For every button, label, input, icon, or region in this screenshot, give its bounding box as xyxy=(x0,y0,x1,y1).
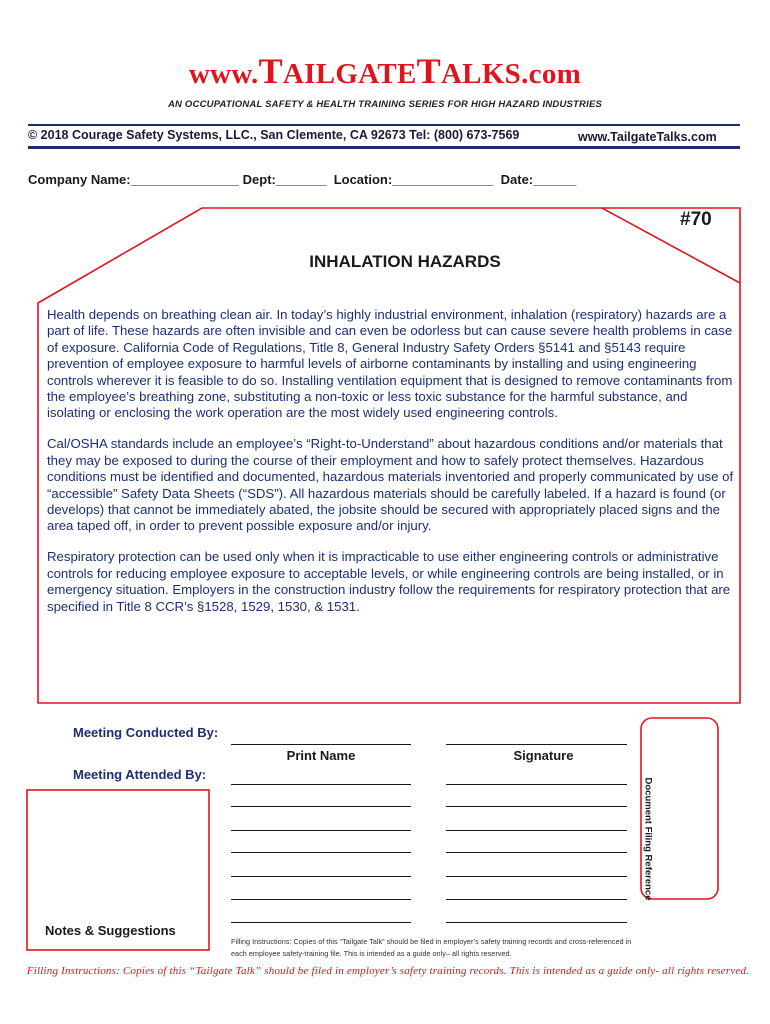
filling-instructions-small: Filling Instructions: Copies of this “Tailgate Talk” should be filed in employer’s safety training records and cross-referenced in each employee safety-training file. This is intended as a guide only– all rights reserved. xyxy=(231,937,632,958)
meeting-attended-label: Meeting Attended By: xyxy=(73,767,207,782)
attendee-signature-line[interactable] xyxy=(446,830,627,831)
company-info-line: Company Name:_______________ Dept:_______ Location:______________ Date:______ xyxy=(28,172,577,187)
filling-instructions-footer: Filling Instructions: Copies of this “Tailgate Talk” should be filed in employer’s safety training records. This is intended as a guide only- all rights reserved. xyxy=(26,965,750,977)
signature-heading: Signature xyxy=(513,748,574,763)
attendee-name-line[interactable] xyxy=(231,876,411,877)
conductor-signature-line[interactable] xyxy=(446,744,627,745)
attendee-signature-line[interactable] xyxy=(446,784,627,785)
body-paragraph-2: Cal/OSHA standards include an employee’s “Right-to-Understand” about hazardous conditions and/or materials that they may be exposed to during the course of their employment and how to safely protect themselves. Hazardous conditions must be identified and documented, hazardous materials inventoried and properly communicated by use of “accessible” Safety Data Sheets (“SDS”). All hazardous materials should be carefully labeled. If a hazard is found (or develops) that cannot be immediately abated, the jobsite should be secured with appropriately placed signs and the area taped off, in order to prevent possible exposure and/or injury. xyxy=(47,436,734,534)
attendee-name-line[interactable] xyxy=(231,852,411,853)
website-url: www.TailgateTalks.com xyxy=(578,130,717,144)
attendee-name-line[interactable] xyxy=(231,922,411,923)
conductor-name-line[interactable] xyxy=(231,744,411,745)
body-paragraph-3: Respiratory protection can be used only when it is impracticable to use either engineering controls or administrative controls for reducing employee exposure to acceptable levels, or while engineering controls are being installed, or in emergency situation. Employers in the construction industry follow the requirements for respiratory protection that are specified in Title 8 CCR’s §1528, 1529, 1530, & 1531. xyxy=(47,549,731,614)
talk-body xyxy=(47,307,737,629)
meeting-conducted-label: Meeting Conducted By: xyxy=(73,725,219,740)
attendee-signature-line[interactable] xyxy=(446,922,627,923)
copyright-line: © 2018 Courage Safety Systems, LLC., San Clemente, CA 92673 Tel: (800) 673-7569 xyxy=(28,128,520,142)
attendee-name-line[interactable] xyxy=(231,784,411,785)
attendee-signature-line[interactable] xyxy=(446,806,627,807)
attendee-signature-line[interactable] xyxy=(446,876,627,877)
body-paragraph-1: Health depends on breathing clean air. In today’s highly industrial environment, inhalation (respiratory) hazards are a part of life. These hazards are often invisible and can even be odorless but can cause severe health problems in case of exposure. California Code of Regulations, Title 8, General Industry Safety Orders §5141 and §5143 require prevention of employee exposure to harmful levels of airborne contaminants by installing and using engineering controls wherever it is feasible to do so. Installing ventilation equipment that is designed to remove contaminants from the employee’s breathing zone, substituting a non-toxic or less toxic substance for the harmful substance, and isolating or enclosing the work operation are the most widely used engineering controls. xyxy=(47,307,733,421)
document-filing-reference: Document Filing Reference xyxy=(642,777,654,901)
attendee-name-line[interactable] xyxy=(231,806,411,807)
attendee-signature-line[interactable] xyxy=(446,899,627,900)
talk-title: INHALATION HAZARDS xyxy=(309,252,501,271)
site-title: www.TAILGATETALKS.com xyxy=(188,51,582,91)
attendee-name-line[interactable] xyxy=(231,830,411,831)
notes-suggestions-label: Notes & Suggestions xyxy=(45,923,176,938)
series-subtitle: AN OCCUPATIONAL SAFETY & HEALTH TRAINING SERIES FOR HIGH HAZARD INDUSTRIES xyxy=(167,99,603,110)
talk-number: #70 xyxy=(680,209,712,230)
attendee-name-line[interactable] xyxy=(231,899,411,900)
print-name-heading: Print Name xyxy=(286,748,356,763)
attendee-signature-line[interactable] xyxy=(446,852,627,853)
